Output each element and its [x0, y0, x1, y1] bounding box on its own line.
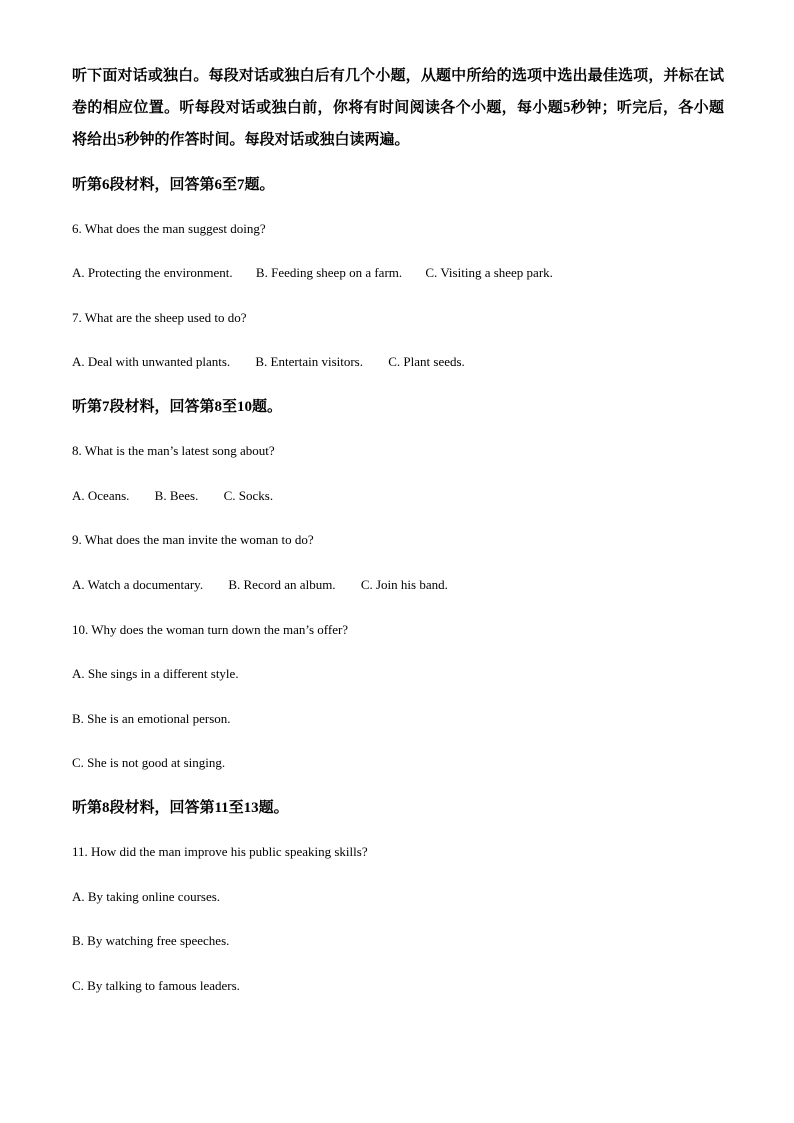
option-11a: A. By taking online courses. — [72, 889, 221, 904]
question-8: 8. What is the man’s latest song about? — [72, 443, 275, 458]
section-6-heading: 听第6段材料，回答第6至7题。 — [72, 177, 275, 193]
section-7-heading: 听第7段材料，回答第8至10题。 — [72, 399, 283, 415]
question-6-options — [72, 265, 553, 281]
question-11: 11. How did the man improve his public speaking skills? — [72, 844, 368, 859]
question-9: 9. What does the man invite the woman to do? — [72, 532, 314, 547]
option-8b: B. Bees. — [154, 488, 199, 503]
section-8-heading: 听第8段材料，回答第11至13题。 — [72, 800, 289, 816]
option-9b: B. Record an album. — [228, 577, 336, 592]
question-9-options — [72, 577, 448, 593]
question-8-options — [72, 488, 273, 504]
option-8a: A. Oceans. — [72, 488, 130, 503]
option-7c: C. Plant seeds. — [388, 354, 465, 369]
option-9a: A. Watch a documentary. — [72, 577, 204, 592]
question-7-options — [72, 354, 465, 370]
option-10a: A. She sings in a different style. — [72, 666, 239, 681]
option-7b: B. Entertain visitors. — [255, 354, 363, 369]
option-6a: A. Protecting the environment. — [72, 265, 233, 280]
question-7: 7. What are the sheep used to do? — [72, 310, 247, 325]
question-10: 10. Why does the woman turn down the man’s offer? — [72, 622, 349, 637]
question-6: 6. What does the man suggest doing? — [72, 221, 266, 236]
option-11c: C. By talking to famous leaders. — [72, 978, 240, 993]
option-11b: B. By watching free speeches. — [72, 933, 230, 948]
option-6c: C. Visiting a sheep park. — [425, 265, 553, 280]
option-9c: C. Join his band. — [360, 577, 448, 592]
option-6b: B. Feeding sheep on a farm. — [255, 265, 403, 280]
option-10b: B. She is an emotional person. — [72, 711, 231, 726]
option-10c: C. She is not good at singing. — [72, 755, 226, 770]
option-7a: A. Deal with unwanted plants. — [72, 354, 231, 369]
option-8c: C. Socks. — [223, 488, 274, 503]
instructions-paragraph: 听下面对话或独白。每段对话或独白后有几个小题，从题中所给的选项中选出最佳选项，并标在试卷的相应位置。听每段对话或独白前，你将有时间阅读各个小题，每小题5秒钟；听完后，各小题将给出5秒钟的作答时间。每段对话或独白读两遍。 — [72, 68, 724, 148]
